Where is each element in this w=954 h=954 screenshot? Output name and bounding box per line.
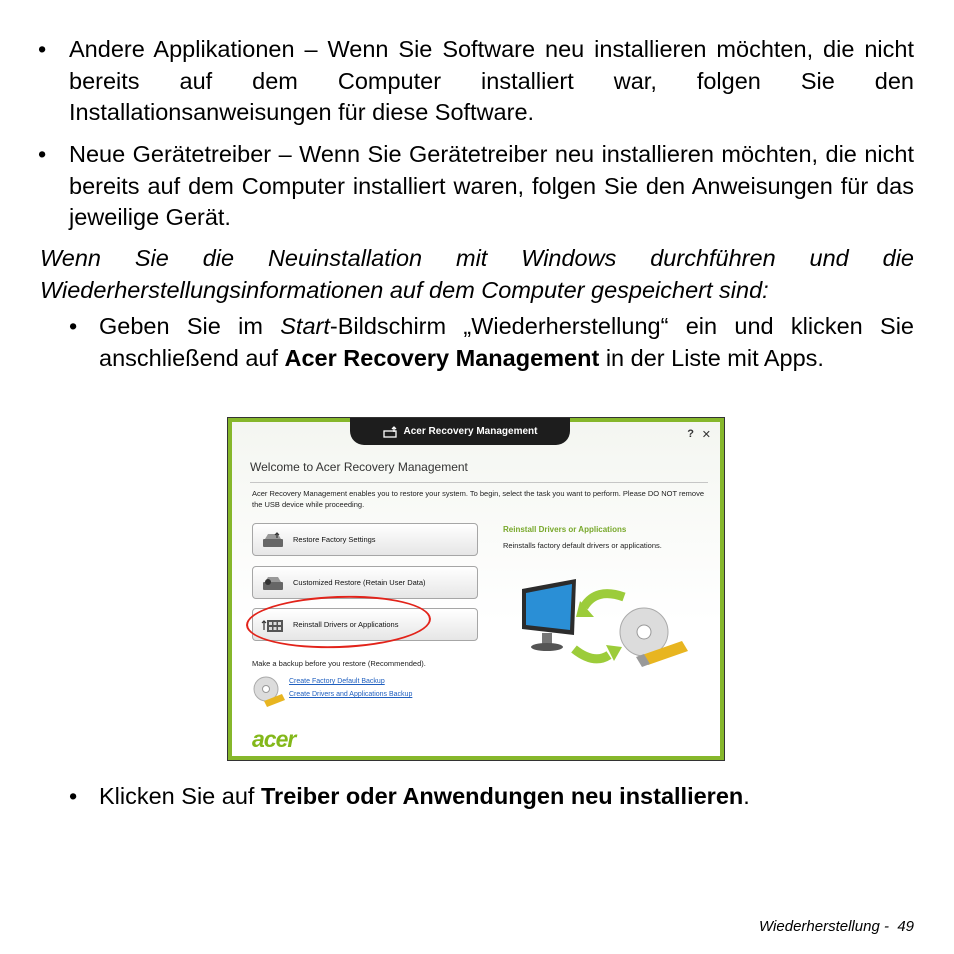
step-open-recovery [99,311,914,374]
create-factory-default-backup-link[interactable]: Create Factory Default Backup [289,678,385,685]
bullet-dot: • [38,36,47,62]
section-heading: Wenn Sie die Neuinstallation mit Windows durchführen und die Wiederherstellungsinformationen auf dem Computer gespeichert sind: [40,245,914,303]
step-text: Geben Sie im [99,313,281,339]
customized-restore-button[interactable] [252,566,478,599]
start-word: Start [280,313,330,339]
recovery-app-icon [383,426,399,438]
monitor-disc-illustration [514,577,694,672]
divider [250,482,708,483]
hard-drive-user-icon [253,574,293,592]
bullet-dot: • [38,141,47,167]
step-text: -Bildschirm „Wiederherstellung“ ein und klicken Sie anschließend auf [99,313,915,371]
step-text: in der Liste mit Apps. [599,344,824,371]
bullet-dot: • [69,783,78,809]
app-description: Acer Recovery Management enables you to restore your system. To begin, select the task you want to perform. Please DO NOT remove the USB device while proceeding. [252,489,705,509]
button-label: Reinstall Drivers or Applications [293,620,399,629]
bullet-dot: • [69,313,78,339]
step-click-reinstall [99,781,914,813]
welcome-heading: Welcome to Acer Recovery Management [250,460,468,474]
page-footer [759,918,914,935]
backup-disc-icon [252,675,286,709]
recovery-window [232,422,720,756]
red-highlight-circle [245,593,432,651]
bullet-text-other-applications: Andere Applikationen – Wenn Sie Software neu installieren möchten, die nicht bereits auf dem Computer installiert war, folgen Sie den Installationsanweisungen für diese Software. [69,36,914,125]
window-titlebar [350,418,570,445]
help-button[interactable]: ? [687,428,694,440]
bullet-text-new-drivers: Neue Gerätetreiber – Wenn Sie Gerätetreiber neu installieren möchten, die nicht bereits auf dem Computer installiert waren, folgen Sie den Anweisungen für das jeweilige Gerät. [69,141,914,230]
option-description: Reinstalls factory default drivers or applications. [503,541,662,550]
close-button[interactable]: ✕ [701,429,711,441]
recovery-screenshot [227,417,725,761]
reinstall-option-name: Treiber oder Anwendungen neu installieren [260,783,744,809]
backup-hint: Make a backup before you restore (Recommended). [252,659,426,668]
create-drivers-apps-backup-link[interactable]: Create Drivers and Applications Backup [289,691,413,698]
hard-drive-icon [253,531,293,549]
restore-factory-settings-button[interactable] [252,523,478,556]
footer-section: Wiederherstellung - [759,918,889,935]
page-number: 49 [897,918,914,935]
button-label: Customized Restore (Retain User Data) [293,578,426,587]
window-title: Acer Recovery Management [403,426,538,437]
button-label: Restore Factory Settings [293,535,376,544]
option-title: Reinstall Drivers or Applications [503,525,627,534]
app-name: Acer Recovery Management [284,344,600,371]
step-text: . [743,783,750,809]
step-text: Klicken Sie auf [99,783,261,809]
acer-logo: acer [252,726,296,752]
